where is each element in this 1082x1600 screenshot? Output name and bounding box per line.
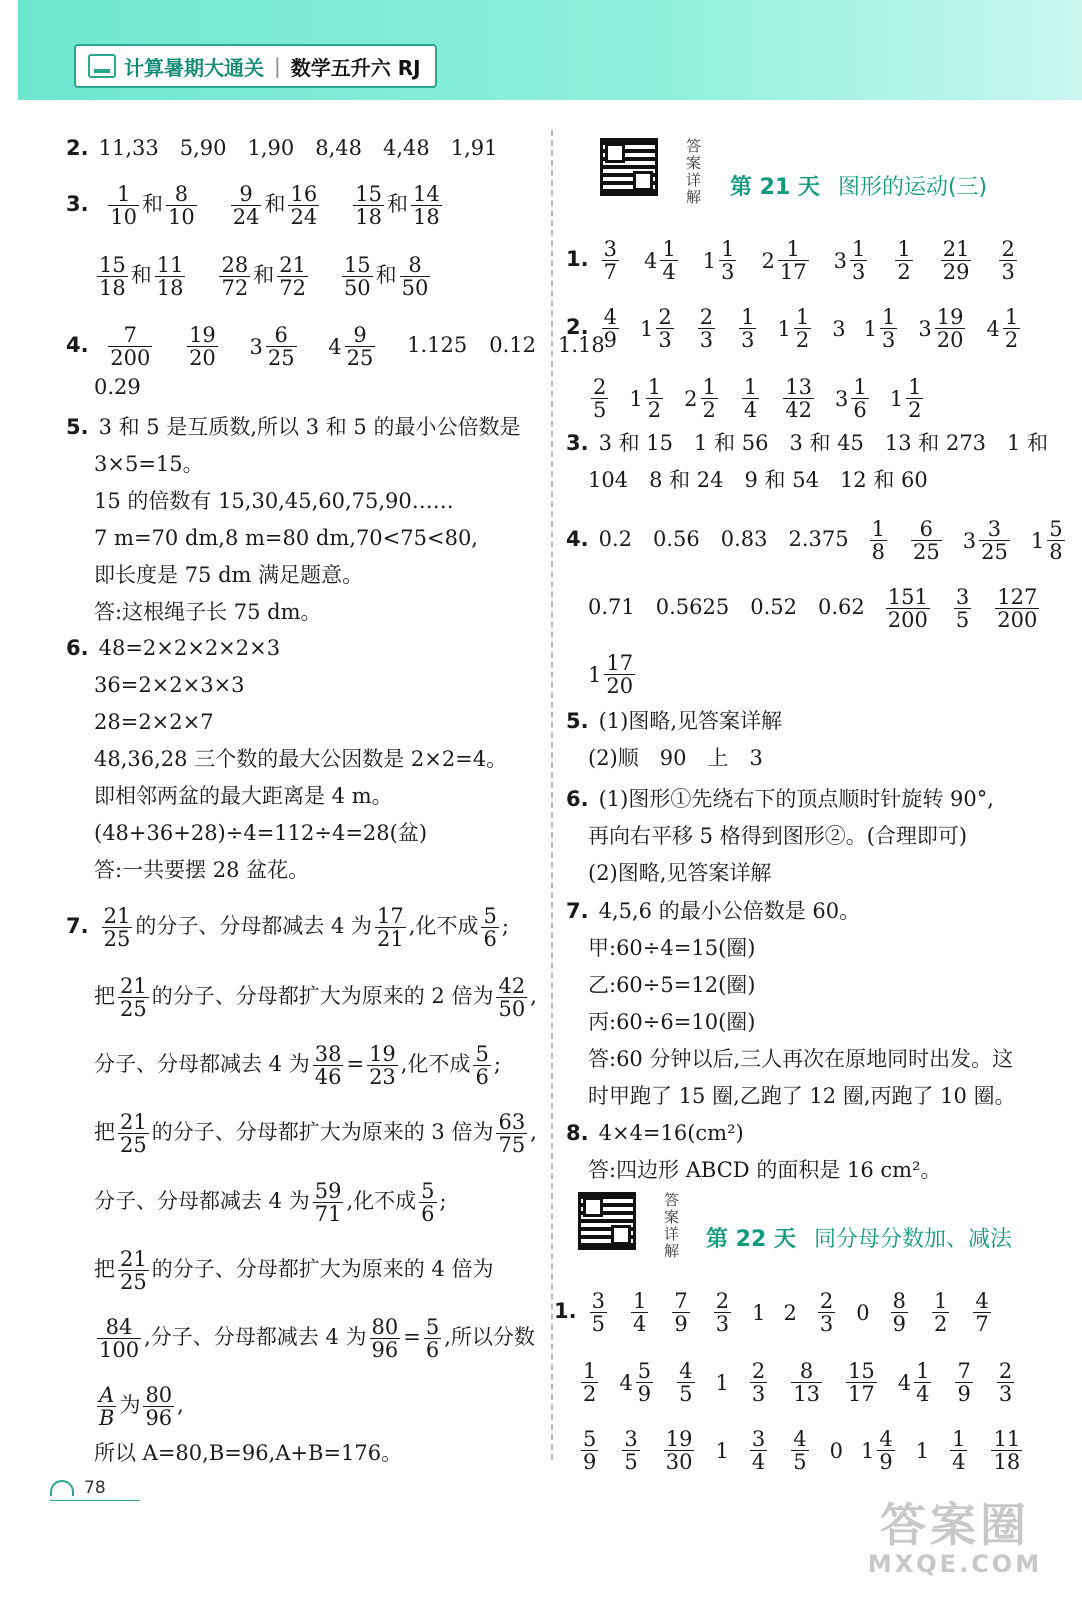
r-answer-7-l1: 7. 4,5,6 的最小公倍数是 60。 xyxy=(566,899,861,923)
r-answer-3-l2: 104 8 和 24 9 和 54 12 和 60 xyxy=(588,468,928,492)
answer-7-l1: 7. $\frac{21}{25}$ 的分子、分母都减去 4 为 $\frac{17}{21}$ ,化不成 $\frac{5}{6}$ ; xyxy=(66,904,509,952)
answer-7-l7: $\frac{84}{100}$ ,分子、分母都减去 4 为 $\frac{80}{96}$ = $\frac{5}{6}$ ,所以分数 xyxy=(99,1315,535,1363)
fraction: $\frac{7}{9}$ xyxy=(674,1289,688,1337)
fraction: $\frac{2}{3}$ xyxy=(699,305,714,353)
r-answer-8-l1: 8. 4×4=16(cm²) xyxy=(566,1121,744,1145)
r-answer-8-l2: 答:四边形 ABCD 的面积是 16 cm²。 xyxy=(588,1158,942,1182)
fraction: $\frac{5}{8}$ xyxy=(1049,517,1063,565)
fraction: $\frac{127}{200}$ xyxy=(997,585,1038,633)
answer-5-l3: 15 的倍数有 15,30,45,60,75,90…… xyxy=(94,489,454,513)
r-answer-2-row2: $\frac{2}{5}$ 1 $\frac{1}{2}$ 2 $\frac{1}{2}$ $\frac{1}{4}$ $\frac{13}{42}$ 3 $\frac{1}{6}$ 1 $\frac{1}{2}$ xyxy=(593,375,922,423)
fraction: $\frac{1}{2}$ xyxy=(908,375,922,423)
sun-icon xyxy=(50,1480,74,1496)
header-band xyxy=(18,0,1082,100)
r-answer-7-l2: 甲:60÷4=15(圈) xyxy=(588,936,756,960)
fraction: $\frac{8}{9}$ xyxy=(892,1289,906,1337)
fraction: $\frac{1}{2}$ xyxy=(583,1359,597,1407)
r-answer-7-l6: 时甲跑了 15 圈,乙跑了 12 圈,丙跑了 10 圈。 xyxy=(588,1084,1016,1108)
answer-6-l7: 答:一共要摆 28 盆花。 xyxy=(94,858,310,882)
answer-5-l1: 5. 3 和 5 是互质数,所以 3 和 5 的最小公倍数是 xyxy=(66,415,521,439)
fraction: $\frac{1}{2}$ xyxy=(1004,305,1019,353)
answer-7-l4: 把 $\frac{21}{25}$ 的分子、分母都扩大为原来的 3 倍为 $\frac{63}{75}$ , xyxy=(94,1110,537,1158)
fraction: $\frac{19}{30}$ xyxy=(665,1427,693,1475)
r-answer-6-l3: (2)图略,见答案详解 xyxy=(588,861,772,885)
qr-code-day21[interactable] xyxy=(600,138,658,196)
fraction: $\frac{1}{4}$ xyxy=(743,375,758,423)
s-answer-1-row1: 1. $\frac{3}{5}$ $\frac{1}{4}$ $\frac{7}{9}$ $\frac{2}{3}$ 1 2 $\frac{2}{3}$ 0 $\frac{8}{9}$ $\frac{1}{2}$ $\frac{4}{7}$ xyxy=(554,1289,989,1337)
r-answer-4-row2: 0.71 0.5625 0.52 0.62 $\frac{151}{200}$ $\frac{3}{5}$ $\frac{127}{200}$ xyxy=(588,585,1038,633)
fraction: $\frac{3}{5}$ xyxy=(591,1289,605,1337)
fraction: $\frac{3}{5}$ xyxy=(624,1427,638,1475)
answer-7-l5: 分子、分母都减去 4 为 $\frac{59}{71}$ ,化不成 $\frac{5}{6}$ ; xyxy=(94,1179,447,1227)
fraction: $\frac{6}{25}$ xyxy=(913,517,940,565)
answer-5-l2: 3×5=15。 xyxy=(94,452,204,476)
qr-code-day22[interactable] xyxy=(578,1192,636,1250)
answer-5-l4: 7 m=70 dm,8 m=80 dm,70<75<80, xyxy=(94,526,478,550)
fraction: $\frac{21}{29}$ xyxy=(942,237,970,285)
fraction: $\frac{1}{2}$ xyxy=(647,375,662,423)
answer-6-l4: 48,36,28 三个数的最大公因数是 2×2=4。 xyxy=(94,747,508,771)
day21-heading: 第 21 天 图形的运动(三) xyxy=(730,175,988,200)
answer-4-cont: 0.29 xyxy=(94,375,141,399)
fraction: $\frac{15}{17}$ xyxy=(847,1359,875,1407)
fraction: $\frac{8}{13}$ xyxy=(793,1359,820,1407)
day22-heading: 第 22 天 同分母分数加、减法 xyxy=(706,1227,1012,1252)
answer-3-row2: $\frac{15}{18}$ 和 $\frac{11}{18}$ $\frac{28}{72}$ 和 $\frac{21}{72}$ $\frac{15}{50}$ 和 $\frac{8}{50}$ xyxy=(99,253,429,301)
fraction: $\frac{1}{2}$ xyxy=(795,305,810,353)
fraction: $\frac{19}{20}$ xyxy=(936,305,964,353)
fraction: $\frac{9}{25}$ xyxy=(346,323,374,371)
answer-7-l8: $\frac{A}{B}$ 为 $\frac{80}{96}$ , xyxy=(99,1383,184,1431)
fraction: $\frac{2}{3}$ xyxy=(819,1289,834,1337)
fraction: $\frac{7}{9}$ xyxy=(957,1359,971,1407)
r-answer-4-row3: 1 $\frac{17}{20}$ xyxy=(588,651,634,699)
fraction: $\frac{13}{42}$ xyxy=(785,375,812,423)
fraction: $\frac{1}{2}$ xyxy=(702,375,716,423)
fraction: $\frac{2}{5}$ xyxy=(593,375,607,423)
answer-3-row1: 3. $\frac{1}{10}$ 和 $\frac{8}{10}$ $\frac{9}{24}$ 和 $\frac{16}{24}$ $\frac{15}{18}$ 和 $\frac{14}{18}$ xyxy=(66,182,440,230)
r-answer-3-l1: 3. 3 和 15 1 和 56 3 和 45 13 和 273 1 和 xyxy=(566,431,1049,455)
fraction: $\frac{1}{6}$ xyxy=(853,375,867,423)
fraction: $\frac{1}{3}$ xyxy=(721,237,735,285)
fraction: $\frac{6}{25}$ xyxy=(267,323,295,371)
answer-2: 2. 11,33 5,90 1,90 8,48 4,48 1,91 xyxy=(66,136,498,160)
fraction: $\frac{5}{9}$ xyxy=(637,1359,652,1407)
r-answer-6-l2: 再向右平移 5 格得到图形②。(合理即可) xyxy=(588,824,968,848)
page-number: 78 xyxy=(50,1478,106,1498)
fraction: $\frac{1}{3}$ xyxy=(741,305,755,353)
s-answer-1-row3: $\frac{5}{9}$ $\frac{3}{5}$ $\frac{19}{30}$ 1 $\frac{3}{4}$ $\frac{4}{5}$ 0 1 $\frac{4}{9}$ 1 $\frac{1}{4}$ $\frac{11}{18}$ xyxy=(583,1427,1021,1475)
header-tab xyxy=(74,44,437,88)
fraction: $\frac{4}{5}$ xyxy=(793,1427,807,1475)
r-answer-7-l3: 乙:60÷5=12(圈) xyxy=(588,973,756,997)
fraction: $\frac{1}{2}$ xyxy=(897,237,911,285)
fraction: $\frac{2}{3}$ xyxy=(658,305,672,353)
answer-5-l5: 即长度是 75 dm 满足题意。 xyxy=(94,563,364,587)
answer-7-l3: 分子、分母都减去 4 为 $\frac{38}{46}$ = $\frac{19}{23}$ ,化不成 $\frac{5}{6}$ ; xyxy=(94,1042,501,1090)
r-answer-6-l1: 6. (1)图形①先绕右下的顶点顺时针旋转 90°, xyxy=(566,787,994,811)
r-answer-5-l1: 5. (1)图略,见答案详解 xyxy=(566,709,783,733)
fraction: $\frac{19}{20}$ xyxy=(189,323,216,371)
fraction: $\frac{1}{4}$ xyxy=(916,1359,930,1407)
fraction: $\frac{11}{18}$ xyxy=(993,1427,1021,1475)
r-answer-7-l5: 答:60 分钟以后,三人再次在原地同时出发。这 xyxy=(588,1047,1014,1071)
answer-6-l1: 6. 48=2×2×2×2×3 xyxy=(66,636,281,660)
qr-label: 答案详解 xyxy=(686,137,702,206)
answer-5-l6: 答:这根绳子长 75 dm。 xyxy=(94,600,322,624)
fraction: $\frac{3}{5}$ xyxy=(955,585,970,633)
fraction: $\frac{1}{4}$ xyxy=(662,237,676,285)
fraction: $\frac{1}{4}$ xyxy=(632,1289,647,1337)
fraction: $\frac{3}{4}$ xyxy=(751,1427,766,1475)
fraction: $\frac{1}{3}$ xyxy=(881,305,896,353)
r-answer-1: 1. $\frac{3}{7}$ 4 $\frac{1}{4}$ 1 $\frac{1}{3}$ 2 $\frac{1}{17}$ 3 $\frac{1}{3}$ $\frac{1}{2}$ $\frac{21}{29}$ $\frac{2}{3}$ xyxy=(566,237,1015,285)
qr-label: 答案详解 xyxy=(664,1191,680,1260)
fraction: $\frac{5}{9}$ xyxy=(583,1427,597,1475)
watermark: 答案圈 MXQE.COM xyxy=(867,1498,1043,1578)
fraction: $\frac{17}{20}$ xyxy=(606,651,634,699)
footer-rule xyxy=(50,1500,140,1501)
r-answer-4-row1: 4. 0.2 0.56 0.83 2.375 $\frac{1}{8}$ $\frac{6}{25}$ 3 $\frac{3}{25}$ 1 $\frac{5}{8}$ xyxy=(566,517,1063,565)
answer-6-l3: 28=2×2×7 xyxy=(94,710,214,734)
fraction: $\frac{3}{25}$ xyxy=(981,517,1008,565)
fraction: $\frac{4}{9}$ xyxy=(879,1427,893,1475)
fraction: $\frac{1}{3}$ xyxy=(851,237,866,285)
fraction: $\frac{1}{4}$ xyxy=(952,1427,966,1475)
s-answer-1-row2: $\frac{1}{2}$ 4 $\frac{5}{9}$ $\frac{4}{5}$ 1 $\frac{2}{3}$ $\frac{8}{13}$ $\frac{15}{17}$ 4 $\frac{1}{4}$ $\frac{7}{9}$ $\frac{2}{3}$ xyxy=(583,1359,1013,1407)
answer-6-l5: 即相邻两盆的最大距离是 4 m。 xyxy=(94,784,393,808)
fraction: $\frac{151}{200}$ xyxy=(887,585,928,633)
fraction: $\frac{2}{3}$ xyxy=(998,1359,1013,1407)
answer-6-l6: (48+36+28)÷4=112÷4=28(盆) xyxy=(94,821,428,845)
answer-6-l2: 36=2×2×3×3 xyxy=(94,673,245,697)
fraction: $\frac{7}{200}$ xyxy=(110,323,151,371)
subject-title: 数学五升六 RJ xyxy=(290,55,421,80)
r-answer-2-row1: 2. $\frac{4}{9}$ 1 $\frac{2}{3}$ $\frac{2}{3}$ $\frac{1}{3}$ 1 $\frac{1}{2}$ 3 1 $\frac{1}{3}$ 3 $\frac{19}{20}$ 4 $\frac{1}{2}$ xyxy=(566,305,1019,353)
answer-7-l2: 把 $\frac{21}{25}$ 的分子、分母都扩大为原来的 2 倍为 $\frac{42}{50}$ , xyxy=(94,974,537,1022)
fraction: $\frac{1}{17}$ xyxy=(779,237,807,285)
fraction: $\frac{2}{3}$ xyxy=(1001,237,1015,285)
answer-7-l9: 所以 A=80,B=96,A+B=176。 xyxy=(94,1441,403,1465)
header-separator: | xyxy=(274,54,281,78)
fraction: $\frac{4}{9}$ xyxy=(603,305,617,353)
series-title: 计算暑期大通关 xyxy=(124,55,264,80)
fraction: $\frac{1}{2}$ xyxy=(933,1289,948,1337)
r-answer-5-l2: (2)顺 90 上 3 xyxy=(588,746,763,770)
book-icon xyxy=(88,54,116,78)
fraction: $\frac{2}{3}$ xyxy=(751,1359,766,1407)
answer-4: 4. $\frac{7}{200}$ $\frac{19}{20}$ 3 $\frac{6}{25}$ 4 $\frac{9}{25}$ 1.125 0.12 1.18 xyxy=(66,323,605,371)
answer-7-l6: 把 $\frac{21}{25}$ 的分子、分母都扩大为原来的 4 倍为 xyxy=(94,1247,494,1295)
fraction: $\frac{2}{3}$ xyxy=(715,1289,730,1337)
fraction: $\frac{4}{5}$ xyxy=(679,1359,693,1407)
fraction: $\frac{3}{7}$ xyxy=(603,237,617,285)
fraction: $\frac{4}{7}$ xyxy=(975,1289,989,1337)
fraction: $\frac{1}{8}$ xyxy=(871,517,885,565)
r-answer-7-l4: 丙:60÷6=10(圈) xyxy=(588,1010,756,1034)
